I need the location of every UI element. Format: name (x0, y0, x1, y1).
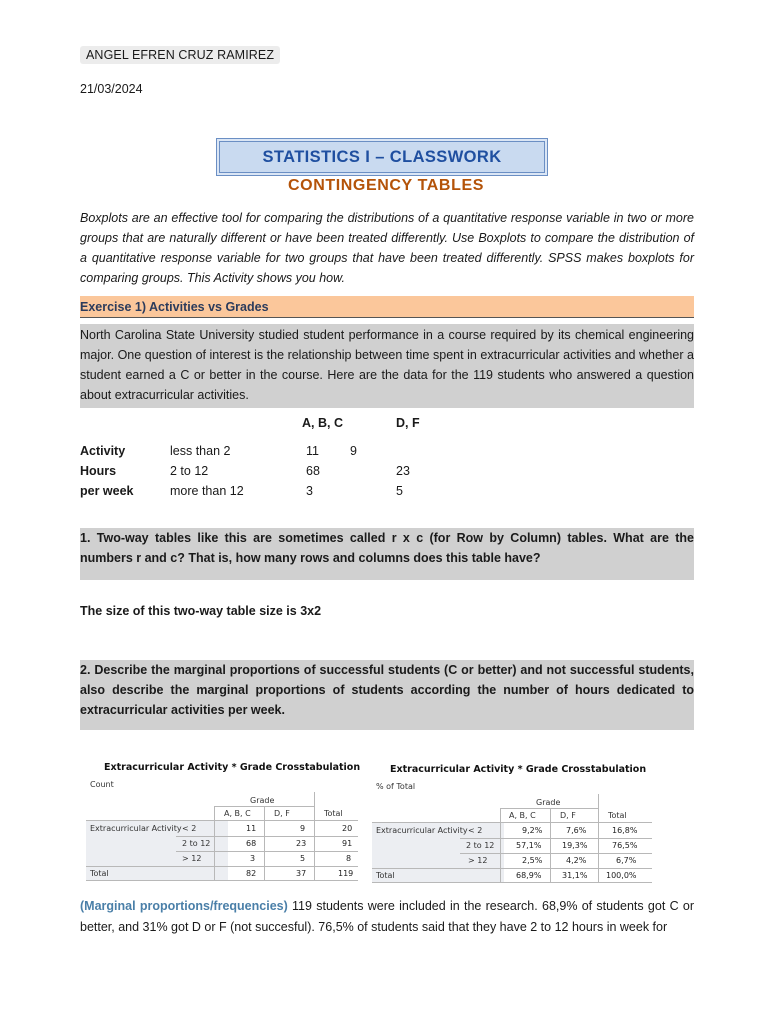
spss-total-cell: 31,1% (562, 871, 588, 880)
answer-2-paragraph (80, 896, 694, 938)
spss-total-cell: 68,9% (516, 871, 542, 880)
spss-table-title: Extracurricular Activity * Grade Crosstabulation (104, 762, 361, 773)
spss-measure-label: % of Total (376, 782, 416, 791)
col-header-df: D, F (396, 416, 420, 430)
spss-cell: 6,7% (616, 856, 637, 865)
cell-df: 9 (350, 444, 357, 458)
spss-grade-label: Grade (250, 796, 275, 805)
answer-1: The size of this two-way table size is 3x2 (80, 604, 322, 618)
col-header-abc: A, B, C (302, 416, 343, 430)
spss-cell: 3 (250, 854, 256, 863)
spss-row-label: < 2 (468, 826, 483, 835)
spss-cell: 68 (246, 839, 257, 848)
spss-col-header: D, F (274, 809, 290, 818)
spss-cell: 5 (300, 854, 306, 863)
spss-total-cell: 119 (338, 869, 354, 878)
spss-cell: 11 (246, 824, 257, 833)
spss-cell: 2,5% (522, 856, 543, 865)
spss-cell: 19,3% (562, 841, 588, 850)
spss-col-header: A, B, C (509, 811, 536, 820)
spss-percent-table (372, 762, 656, 886)
spss-row-var: Extracurricular Activity (90, 824, 182, 833)
spss-row-label: > 12 (468, 856, 488, 865)
spss-cell: 16,8% (612, 826, 638, 835)
spss-total-label: Total (376, 871, 395, 880)
spss-count-table (86, 760, 362, 884)
spss-col-header: Total (324, 809, 343, 818)
spss-col-header: D, F (560, 811, 576, 820)
marginal-proportions-label: (Marginal proportions/frequencies) (80, 899, 288, 913)
spss-total-cell: 100,0% (606, 871, 637, 880)
spss-total-cell: 82 (246, 869, 257, 878)
row-var-label-3: per week (80, 484, 134, 498)
cell-abc: 3 (306, 484, 313, 498)
spss-col-header: Total (608, 811, 627, 820)
row-label: less than 2 (170, 444, 231, 458)
spss-cell: 4,2% (566, 856, 587, 865)
spss-cell: 9 (300, 824, 306, 833)
row-label: 2 to 12 (170, 464, 209, 478)
spss-row-label: > 12 (182, 854, 202, 863)
question-1: 1. Two-way tables like this are sometimes called r x c (for Row by Column) tables. What are the numbers r and c? That is, how many rows and columns does this table have? (80, 528, 694, 580)
spss-total-cell: 37 (296, 869, 307, 878)
spss-cell: 23 (296, 839, 307, 848)
cell-df: 23 (396, 464, 410, 478)
spss-cell: 20 (342, 824, 353, 833)
spss-total-label: Total (90, 869, 109, 878)
spss-measure-label: Count (90, 780, 114, 789)
exercise-description: North Carolina State University studied student performance in a course required by its chemical engineering major. One question of interest is the relationship between time spent in extracurricular activities and whether a student earned a C or better in the course. Here are the data for the 119 students who answered a question about extracurricular activities. (80, 324, 694, 408)
document-date: 21/03/2024 (80, 82, 143, 96)
spss-cell: 7,6% (566, 826, 587, 835)
spss-cell: 9,2% (522, 826, 543, 835)
spss-row-label: 2 to 12 (466, 841, 495, 850)
spss-cell: 8 (346, 854, 352, 863)
spss-grade-label: Grade (536, 798, 561, 807)
spss-cell: 57,1% (516, 841, 542, 850)
spss-row-label: 2 to 12 (182, 839, 211, 848)
spss-row-label: < 2 (182, 824, 197, 833)
spss-col-header: A, B, C (224, 809, 251, 818)
cell-abc: 68 (306, 464, 320, 478)
spss-table-title: Extracurricular Activity * Grade Crosstabulation (390, 764, 647, 775)
row-var-label-2: Hours (80, 464, 117, 478)
exercise-heading: Exercise 1) Activities vs Grades (80, 296, 694, 318)
cell-abc: 11 (306, 444, 319, 458)
row-label: more than 12 (170, 484, 244, 498)
spss-cell: 91 (342, 839, 353, 848)
author-name: ANGEL EFREN CRUZ RAMIREZ (80, 46, 280, 64)
cell-df: 5 (396, 484, 403, 498)
row-var-label-1: Activity (80, 444, 126, 458)
title-box (216, 138, 548, 176)
intro-paragraph: Boxplots are an effective tool for comparing the distributions of a quantitative response variable in two or more groups that are naturally different or have been treated differently. Use Boxplots to compare the distribution of a quantitative response variable for two groups that have been treated differently. SPSS makes boxplots for comparing groups. This Activity shows you how. (80, 211, 694, 285)
document-subtitle: CONTINGENCY TABLES (288, 177, 484, 194)
answer-2-text: 119 students were included in the research. 68,9% of students got C or better, and 31% got D or F (not succesful). 76,5% of students said that they have 2 to 12 hours in week for (80, 899, 694, 934)
spss-row-var: Extracurricular Activity (376, 826, 468, 835)
spss-cell: 76,5% (612, 841, 638, 850)
question-2: 2. Describe the marginal proportions of successful students (C or better) and not successful students, also describe the marginal proportions of students according the number of hours dedicated to extracurricular activities per week. (80, 660, 694, 730)
document-title: STATISTICS I – CLASSWORK (219, 141, 545, 173)
